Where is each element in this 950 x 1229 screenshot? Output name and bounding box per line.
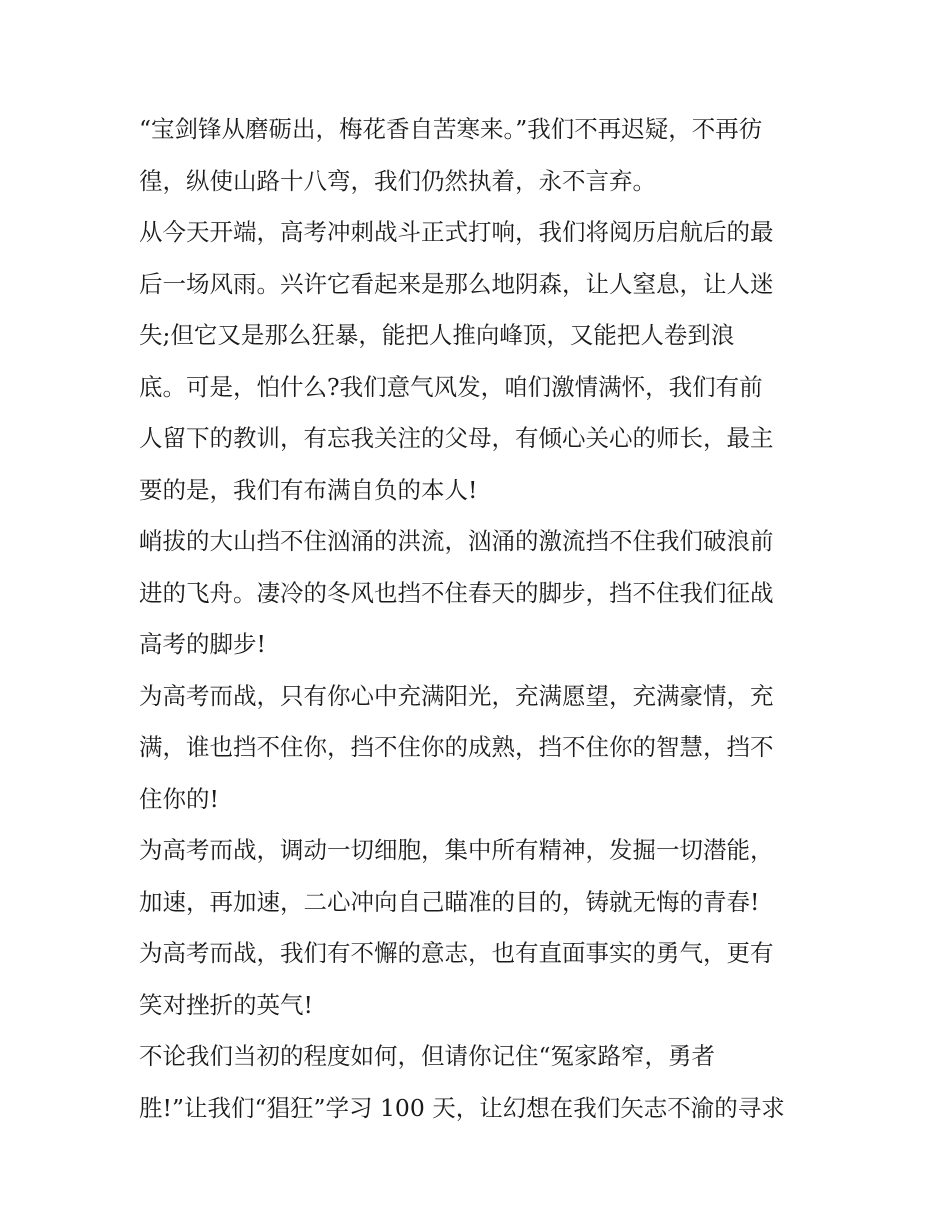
text-line: 为高考而战，调动一切细胞，集中所有精神，发掘一切潜能， xyxy=(139,836,774,864)
text-line: 笑对挫折的英气! xyxy=(139,990,313,1019)
text-line: 底。可是，怕什么?我们意气风发，咱们激情满怀，我们有前 xyxy=(139,372,763,401)
text-line: 从今天开端，高考冲刺战斗正式打响，我们将阅历启航后的最 xyxy=(139,218,774,246)
text-line: 不论我们当初的程度如何，但请你记住“冤家路窄，勇者 xyxy=(139,1042,716,1070)
document-body xyxy=(139,104,819,1134)
text-line: 高考的脚步! xyxy=(139,630,266,658)
text-line: 加速，再加速，二心冲向自己瞄准的目的，铸就无悔的青春! xyxy=(139,887,760,916)
text-line: 峭拔的大山挡不住汹涌的洪流，汹涌的激流挡不住我们破浪前 xyxy=(139,527,774,555)
text-line: 为高考而战，我们有不懈的意志，也有直面事实的勇气，更有 xyxy=(139,939,774,967)
text-line: 人留下的教训，有忘我关注的父母，有倾心关心的师长，最主 xyxy=(139,424,774,452)
text-line: “宝剑锋从磨砺出，梅花香自苦寒来。”我们不再迟疑，不再彷 xyxy=(139,115,763,143)
text-line: 失;但它又是那么狂暴，能把人推向峰顶，又能把人卷到浪 xyxy=(139,321,735,349)
text-line: 胜!”让我们“猖狂”学习 100 天，让幻想在我们矢志不渝的寻求 xyxy=(139,1093,785,1122)
text-line: 满，谁也挡不住你，挡不住你的成熟，挡不住你的智慧，挡不 xyxy=(139,733,774,761)
text-line: 进的飞舟。凄冷的冬风也挡不住春天的脚步，挡不住我们征战 xyxy=(139,578,774,607)
text-line: 住你的! xyxy=(139,784,219,813)
text-line: 要的是，我们有布满自负的本人! xyxy=(139,475,478,504)
text-line: 徨，纵使山路十八弯，我们仍然执着，永不言弃。 xyxy=(139,166,656,195)
text-line: 为高考而战，只有你心中充满阳光，充满愿望，充满豪情，充 xyxy=(139,681,774,710)
text-line: 后一场风雨。兴许它看起来是那么地阴森，让人窒息，让人迷 xyxy=(139,269,774,298)
